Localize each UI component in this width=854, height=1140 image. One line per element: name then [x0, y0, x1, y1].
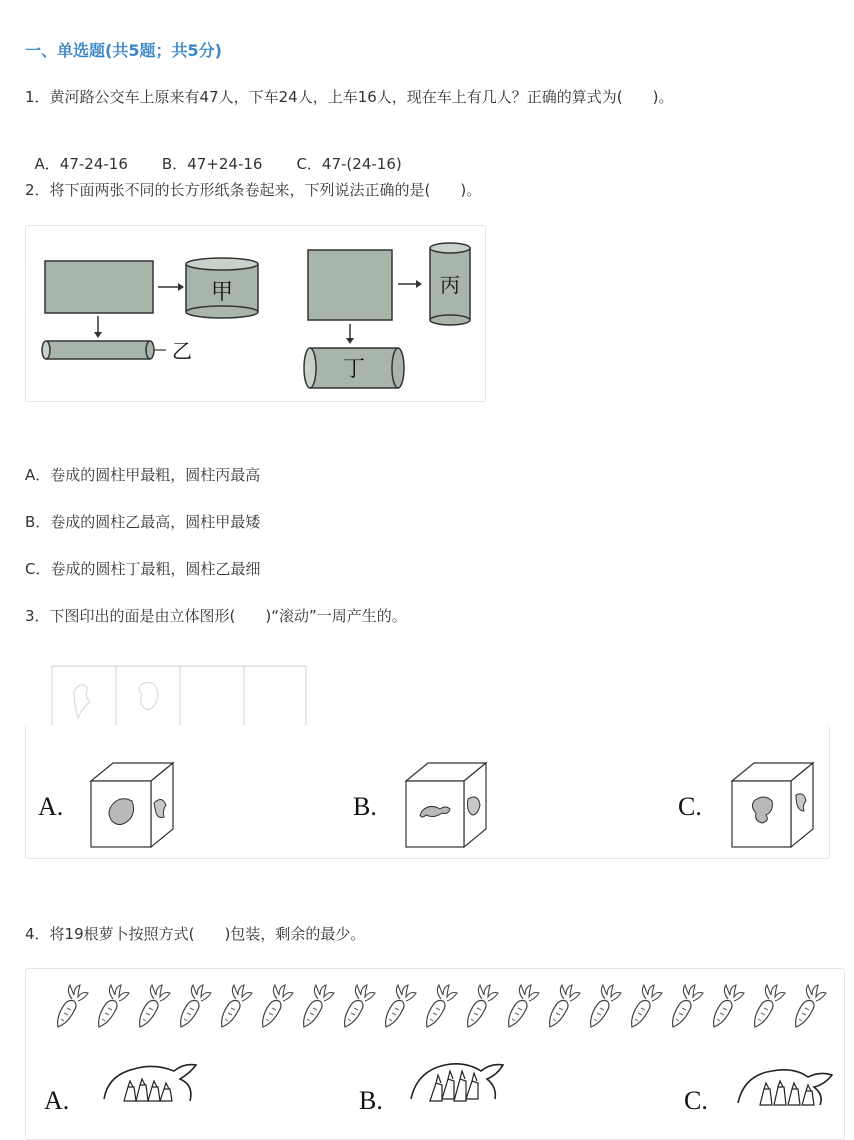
carrot-icon	[386, 985, 416, 1027]
q4-choice-b[interactable]	[359, 1064, 503, 1115]
q1-option-c[interactable]: C．47-(24-16)	[296, 155, 402, 173]
q3-label-b: B.	[353, 792, 377, 821]
section-title: 一、单选题(共5题；共5分)	[25, 41, 222, 60]
q1-option-b[interactable]: B．47+24-16	[161, 155, 263, 173]
cylinder-yi	[42, 339, 192, 363]
q2-cylinder-diagram	[26, 226, 485, 401]
carrot-icon	[427, 985, 457, 1027]
q4-label-a: A.	[44, 1086, 70, 1115]
carrot-icon	[181, 985, 211, 1027]
cylinder-jia	[186, 258, 258, 318]
q3-choices	[25, 725, 830, 859]
carrot-icon	[58, 985, 88, 1027]
cylinder-ding	[304, 348, 404, 388]
question-3-text: 3．下图印出的面是由立体图形( )“滚动”一周产生的。	[25, 607, 407, 625]
carrot-icon	[673, 985, 703, 1027]
q1-option-a[interactable]: A．47-24-16	[34, 155, 128, 173]
strip-rect-right	[308, 250, 392, 320]
question-4-text: 4．将19根萝卜按照方式( )包装，剩余的最少。	[25, 925, 366, 943]
q3-choice-a[interactable]	[38, 763, 173, 847]
q2-figure	[25, 225, 486, 402]
q4-label-c: C.	[684, 1086, 708, 1115]
q4-carrot-diagram	[26, 969, 844, 1126]
q4-label-b: B.	[359, 1086, 383, 1115]
q3-choice-c[interactable]	[678, 763, 813, 847]
carrot-icon	[714, 985, 744, 1027]
q3-label-a: A.	[38, 792, 64, 821]
carrot-row	[58, 985, 826, 1027]
q2-option-b[interactable]: B．卷成的圆柱乙最高，圆柱甲最矮	[25, 513, 261, 531]
carrot-icon	[755, 985, 785, 1027]
carrot-icon	[796, 985, 826, 1027]
carrot-icon	[263, 985, 293, 1027]
strip-rect-left	[45, 261, 153, 313]
question-1-text: 1．黄河路公交车上原来有47人，下车24人，上车16人，现在车上有几人？正确的算式为( )。	[25, 88, 674, 106]
q2-option-c[interactable]: C．卷成的圆柱丁最粗，圆柱乙最细	[25, 560, 261, 578]
carrot-icon	[550, 985, 580, 1027]
carrot-icon	[99, 985, 129, 1027]
q4-choice-c[interactable]	[684, 1070, 832, 1115]
carrot-icon	[304, 985, 334, 1027]
carrot-icon	[222, 985, 252, 1027]
q2-option-a[interactable]: A．卷成的圆柱甲最粗，圆柱丙最高	[25, 466, 261, 484]
q3-label-c: C.	[678, 792, 702, 821]
label-bing: 丙	[440, 273, 460, 297]
carrot-icon	[345, 985, 375, 1027]
label-ding: 丁	[342, 357, 366, 382]
question-1-options	[25, 134, 436, 174]
carrot-icon	[632, 985, 662, 1027]
carrot-icon	[509, 985, 539, 1027]
q4-figure	[25, 968, 845, 1140]
q4-choice-a[interactable]	[44, 1065, 196, 1115]
carrot-icon	[140, 985, 170, 1027]
q3-print-strip	[48, 660, 310, 732]
cylinder-bing	[430, 243, 470, 325]
question-2-text: 2．将下面两张不同的长方形纸条卷起来，下列说法正确的是( )。	[25, 181, 482, 199]
label-jia: 甲	[210, 280, 234, 305]
label-yi: 乙	[172, 339, 192, 363]
q3-choice-b[interactable]	[353, 763, 486, 847]
carrot-icon	[591, 985, 621, 1027]
carrot-icon	[468, 985, 498, 1027]
